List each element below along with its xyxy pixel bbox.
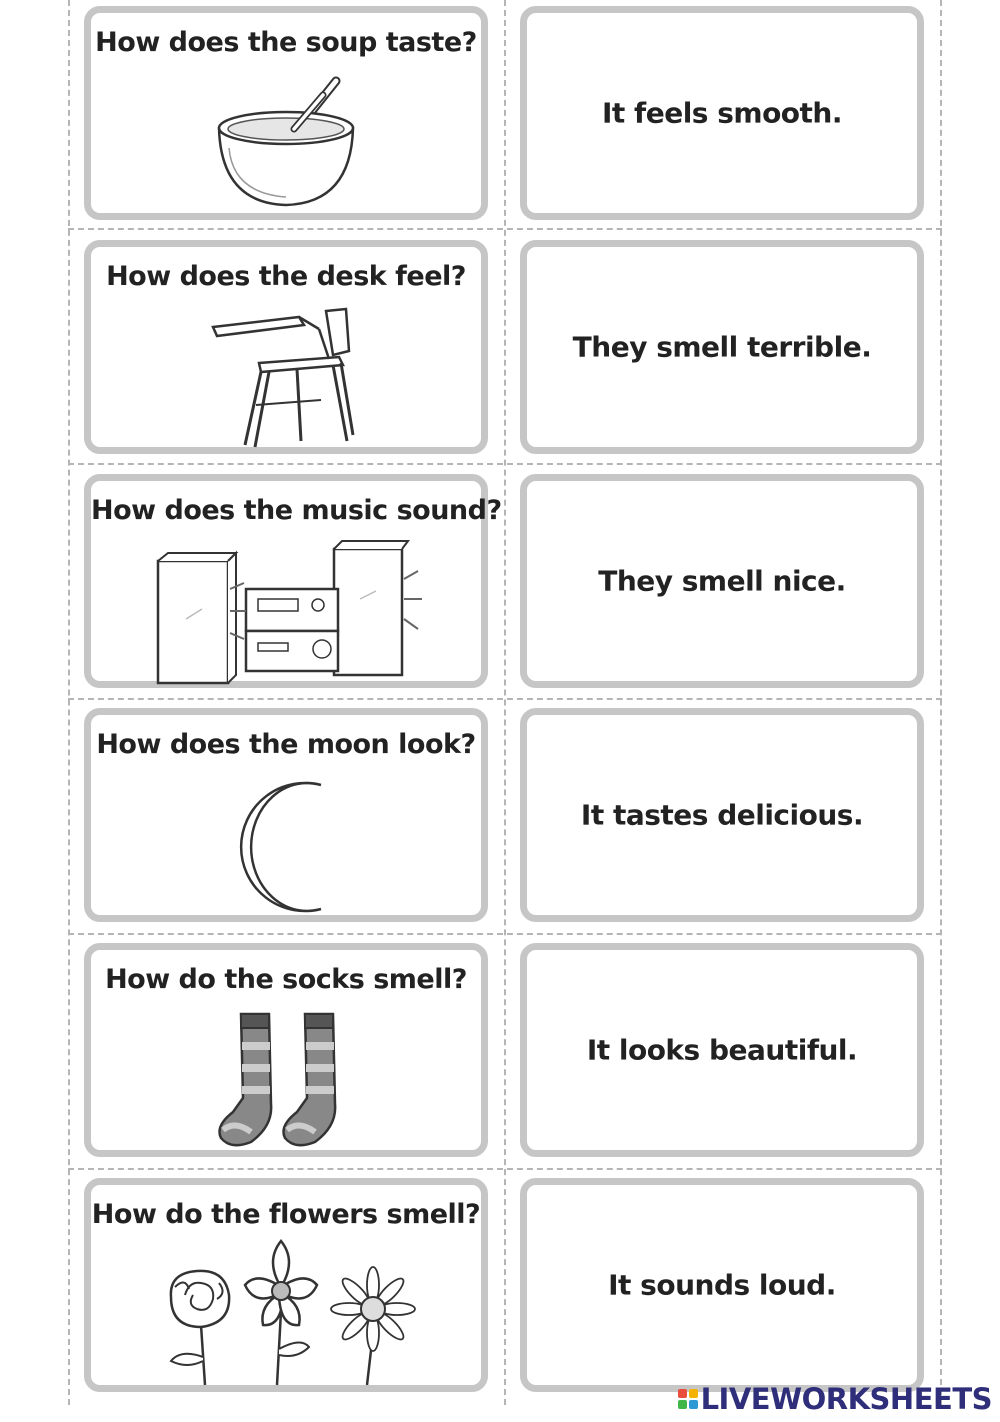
- answer-text: They smell nice.: [598, 564, 846, 598]
- answer-text: It feels smooth.: [602, 96, 842, 130]
- logo-square: [689, 1389, 698, 1398]
- question-card-flowers: [84, 1178, 488, 1392]
- answer-text: It tastes delicious.: [580, 798, 864, 832]
- question-card-music: [84, 474, 502, 688]
- logo-icon: [678, 1389, 698, 1409]
- logo-square: [689, 1400, 698, 1409]
- question-text: How does the desk feel?: [106, 261, 466, 292]
- question-card-socks: [84, 943, 488, 1157]
- answer-card[interactable]: [520, 474, 924, 688]
- answer-text: It sounds loud.: [608, 1268, 836, 1302]
- flowers-icon: [141, 1237, 431, 1387]
- school-desk-icon: [201, 305, 371, 455]
- cut-line: [68, 463, 942, 465]
- question-text: How does the moon look?: [96, 729, 476, 760]
- answer-card[interactable]: [520, 6, 924, 220]
- cut-line: [68, 228, 942, 230]
- answer-text: It looks beautiful.: [586, 1033, 858, 1067]
- liveworksheets-logo: [678, 1382, 992, 1416]
- cut-line: [504, 0, 506, 1405]
- crescent-moon-icon: [226, 777, 346, 917]
- question-text: How does the soup taste?: [95, 27, 477, 58]
- question-card-desk: [84, 240, 488, 454]
- logo-square: [678, 1400, 687, 1409]
- answer-card[interactable]: [520, 1178, 924, 1392]
- question-card-moon: [84, 708, 488, 922]
- answer-text: They smell terrible.: [572, 330, 872, 364]
- question-card-soup: [84, 6, 488, 220]
- cut-line: [68, 698, 942, 700]
- soup-bowl-icon: [201, 73, 371, 213]
- answer-card[interactable]: [520, 943, 924, 1157]
- stereo-system-icon: [146, 539, 426, 689]
- cut-line: [68, 0, 70, 1405]
- cut-line: [68, 933, 942, 935]
- socks-icon: [211, 1008, 361, 1156]
- question-text: How does the music sound?: [91, 495, 502, 526]
- cut-line: [940, 0, 942, 1405]
- logo-square: [678, 1389, 687, 1398]
- answer-card[interactable]: [520, 708, 924, 922]
- answer-card[interactable]: [520, 240, 924, 454]
- brand-name: LIVEWORKSHEETS: [700, 1382, 992, 1416]
- question-text: How do the socks smell?: [105, 964, 467, 995]
- cut-line: [68, 1168, 942, 1170]
- question-text: How do the flowers smell?: [91, 1199, 481, 1230]
